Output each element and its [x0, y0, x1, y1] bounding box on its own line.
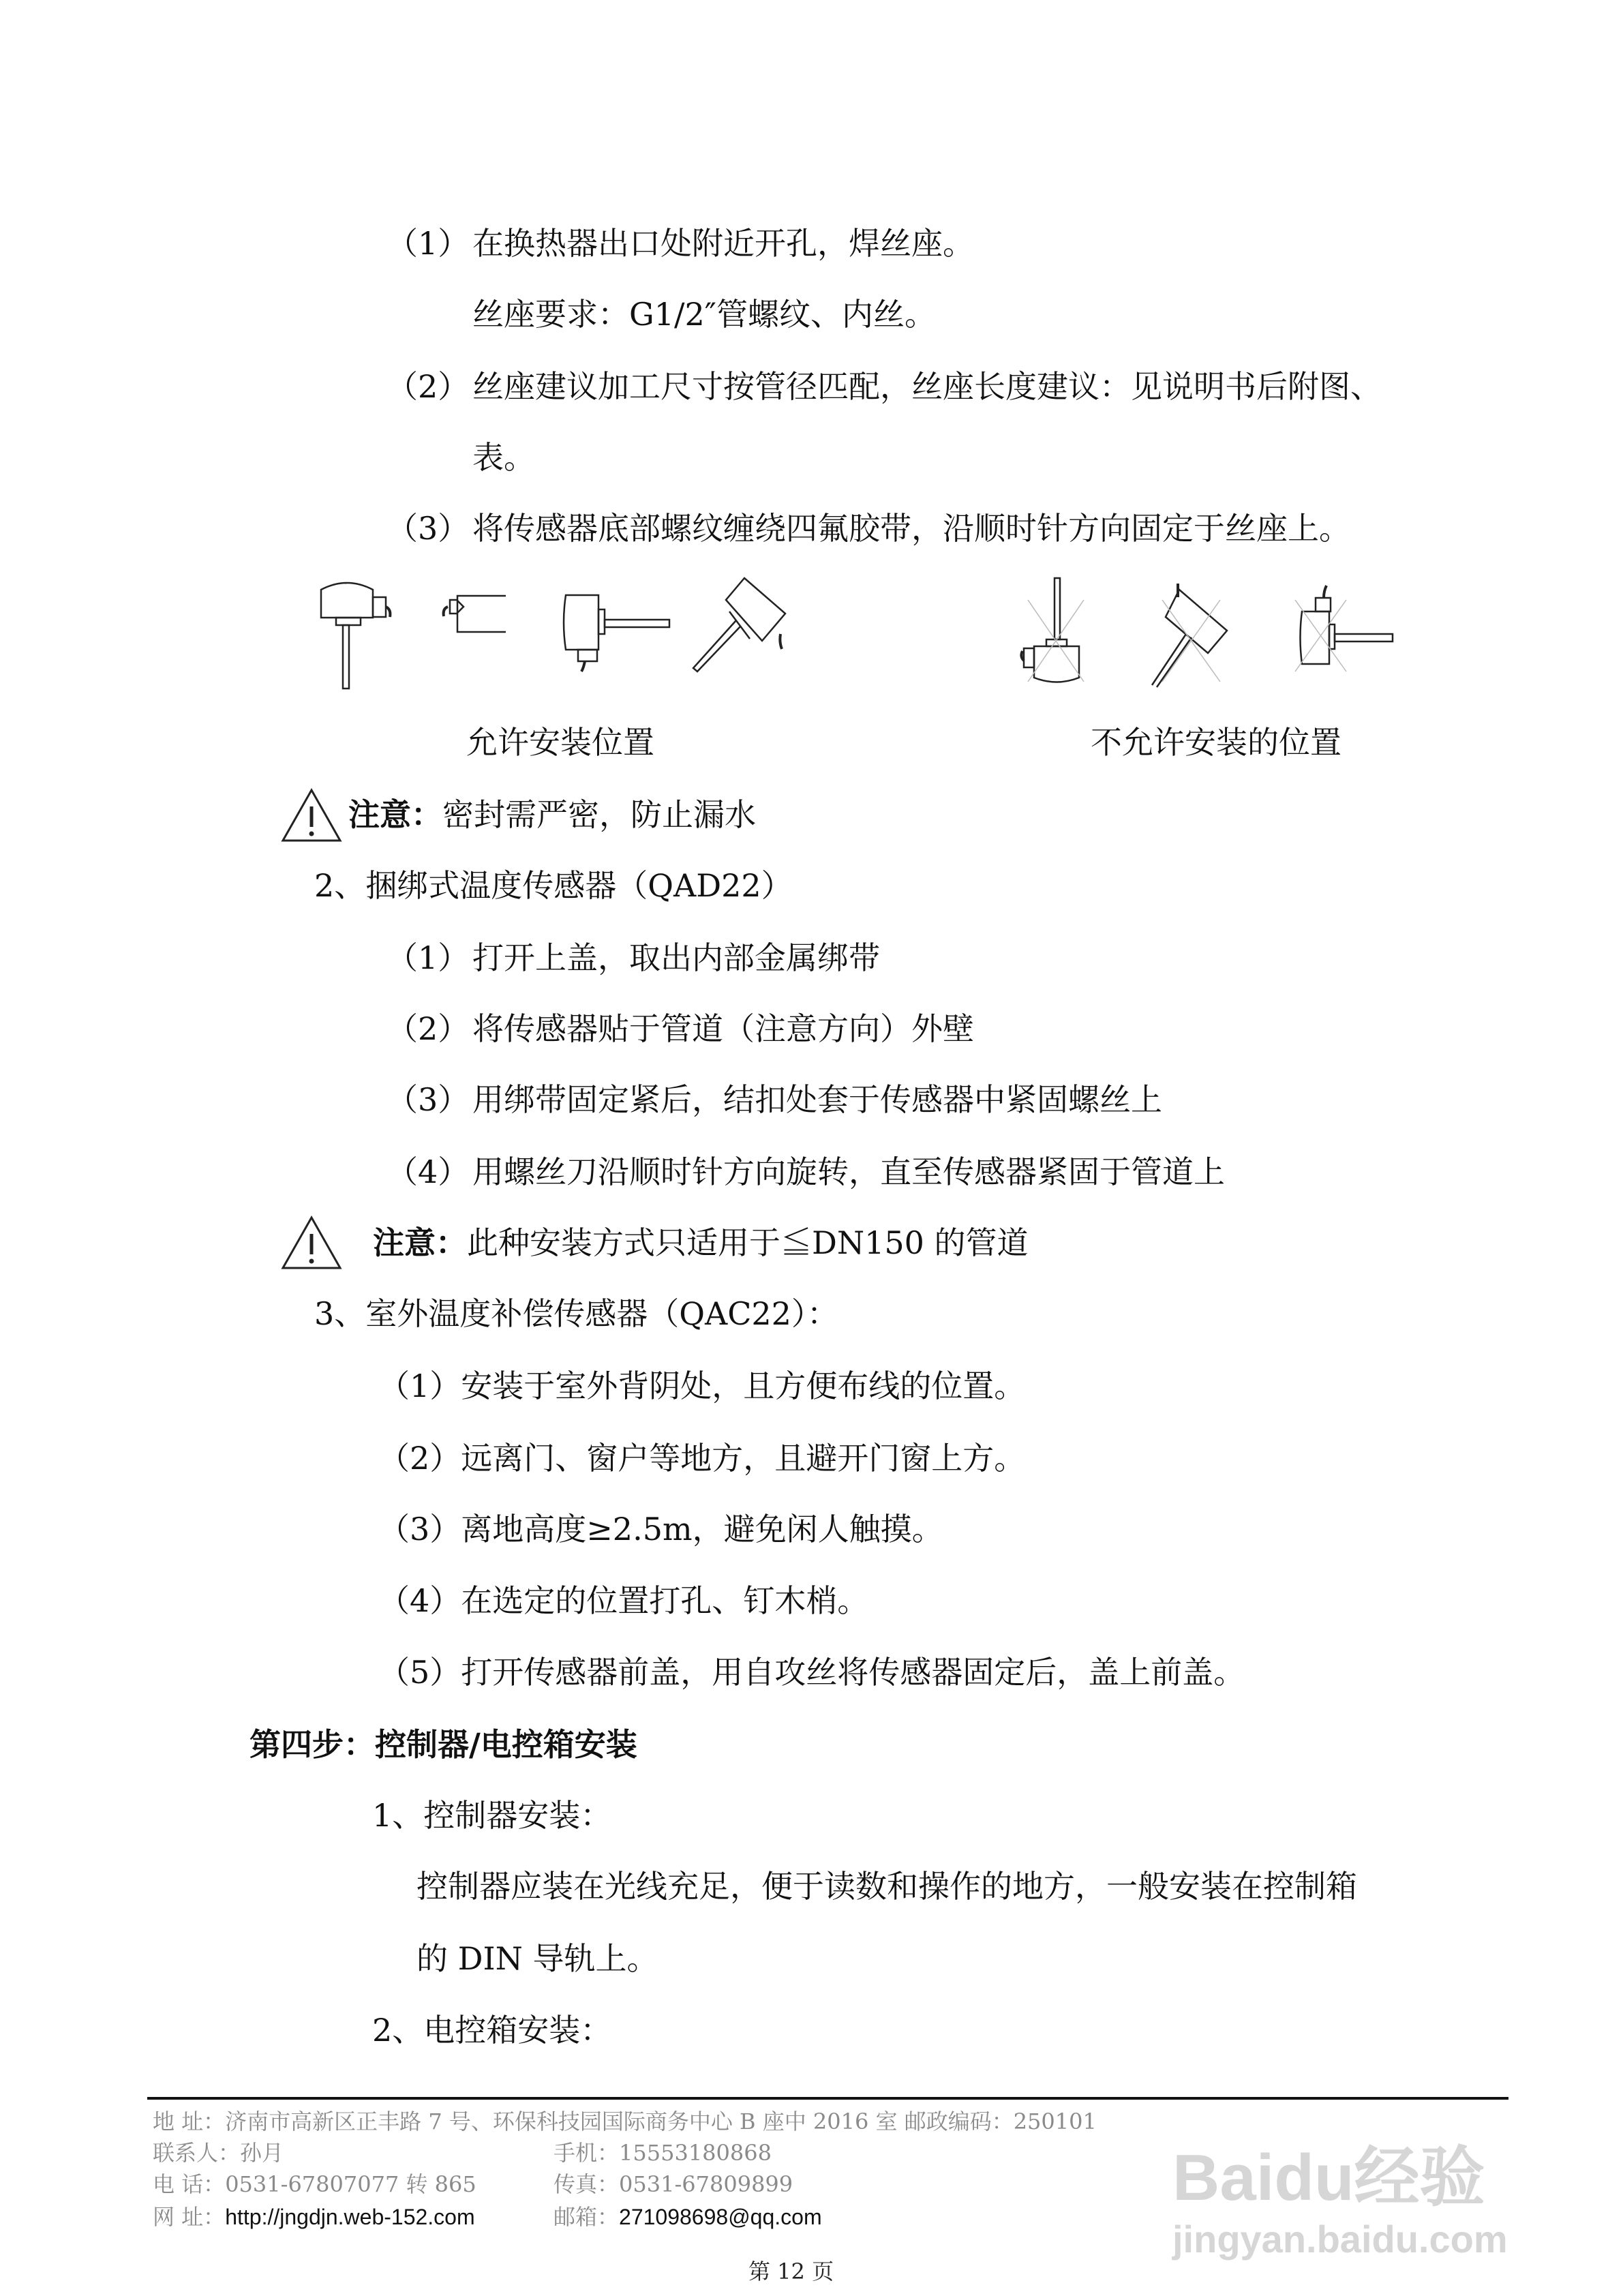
sensor3-item: （3）离地高度≥2.5m，避免闲人触摸。 — [378, 1511, 943, 1547]
sensor2-title: 2、捆绑式温度传感器（QAD22） — [314, 867, 793, 904]
warning-icon — [280, 787, 343, 843]
sensor3-item: （1）安装于室外背阴处，且方便布线的位置。 — [378, 1368, 1026, 1404]
item-1-requirement: 丝座要求：G1/2″管螺纹、内丝。 — [472, 296, 936, 333]
installation-position-diagram — [0, 0, 1623, 723]
note-seal: 注意：密封需严密，防止漏水 — [348, 796, 756, 833]
watermark-logo: Baidu经验 — [1172, 2141, 1485, 2214]
footer-address: 地 址：济南市高新区正丰路 7 号、环保科技园国际商务中心 B 座中 2016 室 邮政编码：250101 — [153, 2109, 1097, 2134]
footer-phone: 电 话：0531-67807077 转 865 — [153, 2171, 476, 2197]
allowed-sensor-side — [564, 595, 669, 671]
footer-fax: 传真：0531-67809899 — [553, 2171, 793, 2197]
email-link[interactable]: 271098698@qq.com — [619, 2205, 822, 2229]
controller-install-text: 控制器应装在光线充足，便于读数和操作的地方，一般安装在控制箱 — [416, 1868, 1357, 1905]
item-2: （2） 丝座建议加工尺寸按管径匹配，丝座长度建议：见说明书后附图、 — [386, 368, 1382, 405]
disallowed-sensor-side — [1301, 586, 1393, 664]
allowed-sensor-vertical — [321, 583, 390, 689]
item-2-cont: 表。 — [472, 439, 535, 476]
sensor3-item: （2）远离门、窗户等地方，且避开门窗上方。 — [378, 1440, 1026, 1477]
sensor3-title: 3、室外温度补偿传感器（QAC22）： — [314, 1295, 838, 1332]
watermark-url: jingyan.baidu.com — [1172, 2218, 1508, 2261]
controller-install-text-cont: 的 DIN 导轨上。 — [416, 1940, 658, 1977]
footer-mobile: 手机：15553180868 — [553, 2140, 772, 2166]
item-3: （3） 将传感器底部螺纹缠绕四氟胶带，沿顺时针方向固定于丝座上。 — [386, 510, 1350, 547]
footer-contact: 联系人：孙月 — [153, 2140, 284, 2166]
controller-install-title: 1、控制器安装： — [372, 1797, 612, 1834]
note-dn150: 注意：此种安装方式只适用于≦DN150 的管道 — [373, 1224, 1029, 1261]
disallowed-sensor-inverted — [1021, 578, 1079, 682]
sensor2-item: （1） 打开上盖，取出内部金属绑带 — [386, 939, 880, 976]
footer-divider — [147, 2097, 1508, 2100]
disallowed-caption: 不允许安装的位置 — [1091, 724, 1341, 761]
sensor3-item: （5）打开传感器前盖，用自攻丝将传感器固定后，盖上前盖。 — [378, 1654, 1245, 1691]
control-box-install-title: 2、电控箱安装： — [372, 2012, 612, 2049]
allowed-sensor-horizontal — [444, 596, 506, 632]
footer-email: 邮箱：271098698@qq.com — [553, 2204, 822, 2230]
website-link[interactable]: http://jngdjn.web-152.com — [225, 2205, 475, 2229]
warning-icon — [280, 1215, 343, 1271]
page-number: 第 12 页 — [748, 2259, 834, 2284]
disallowed-cross-marks — [1028, 600, 1346, 682]
disallowed-sensor-angled — [1152, 584, 1227, 687]
sensor2-item: （3） 用绑带固定紧后，结扣处套于传感器中紧固螺丝上 — [386, 1081, 1162, 1118]
footer-website: 网 址：http://jngdjn.web-152.com — [153, 2204, 475, 2230]
item-1: （1） 在换热器出口处附近开孔，焊丝座。 — [386, 225, 974, 262]
sensor2-item: （4） 用螺丝刀沿顺时针方向旋转，直至传感器紧固于管道上 — [386, 1153, 1225, 1190]
step4-heading: 第四步：控制器/电控箱安装 — [249, 1726, 637, 1763]
sensor2-item: （2） 将传感器贴于管道（注意方向）外壁 — [386, 1010, 974, 1047]
allowed-sensor-angled — [693, 578, 785, 671]
sensor3-item: （4）在选定的位置打孔、钉木梢。 — [378, 1582, 869, 1619]
allowed-caption: 允许安装位置 — [466, 724, 654, 761]
